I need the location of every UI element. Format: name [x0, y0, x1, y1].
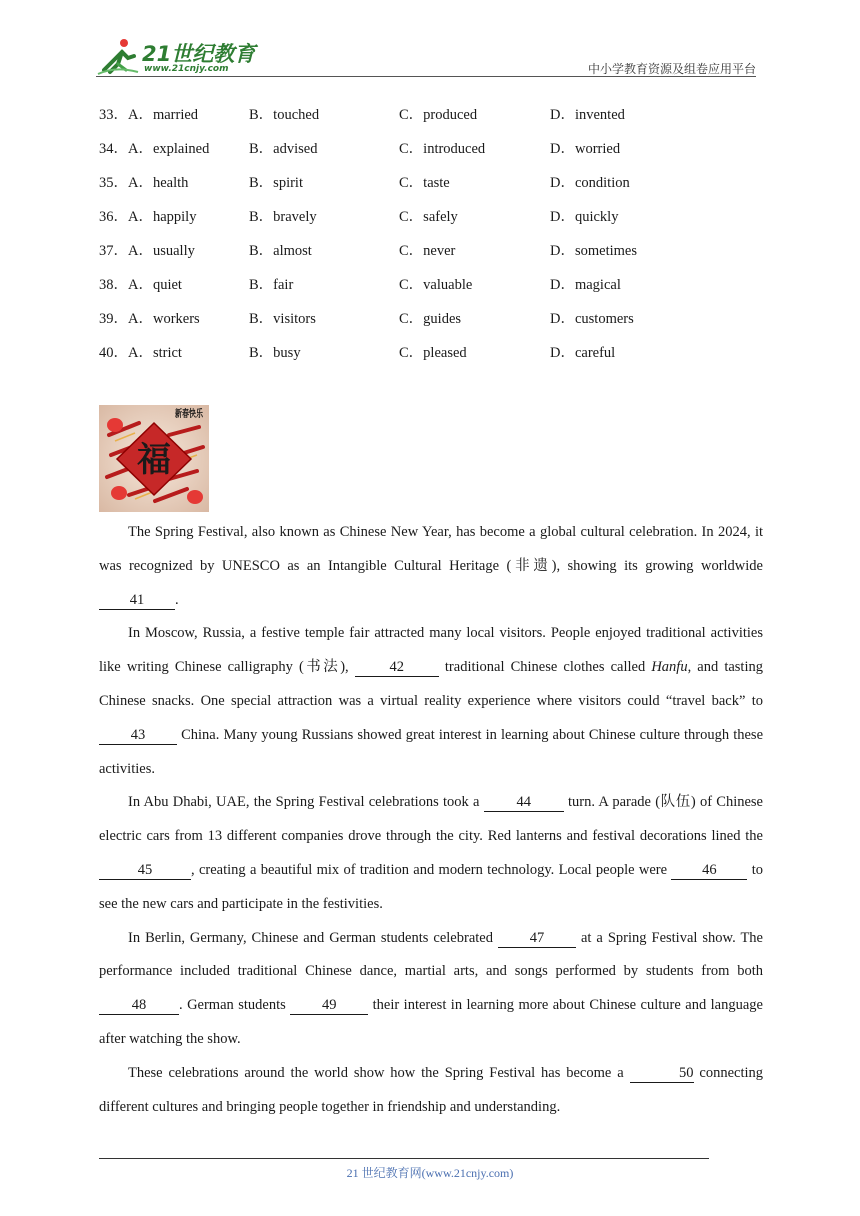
option-row [99, 103, 759, 137]
blank-50[interactable]: 50 [630, 1064, 694, 1083]
blank-45[interactable]: 45 [99, 861, 191, 880]
footer-divider [99, 1158, 709, 1159]
option-b: B．visitors [249, 311, 316, 327]
option-row [99, 307, 759, 341]
option-b: B．almost [249, 243, 312, 259]
option-c: C．introduced [399, 141, 486, 157]
paragraph-3: In Abu Dhabi, UAE, the Spring Festival celebrations took a 44 turn. A parade (队伍) of Chinese electric cars from 13 different companies drove through the city. Red lanterns and festival decorations lined the 45 , creating a beautiful mix of tradition and modern technology. Local people were 46 to see the new cars and participate in the festivities. [99, 794, 763, 912]
option-c: C．guides [399, 311, 462, 327]
option-a: 38．A．quiet [99, 277, 182, 293]
option-row [99, 273, 759, 307]
header-divider [96, 76, 756, 77]
option-a: 35．A．health [99, 175, 189, 191]
option-b: B．spirit [249, 175, 303, 191]
option-c: C．taste [399, 175, 450, 191]
paragraph-5: These celebrations around the world show how the Spring Festival has become a 50 connecting different cultures and bringing people together in friendship and understanding. [99, 1064, 763, 1115]
option-b: B．touched [249, 107, 320, 123]
blank-47[interactable]: 47 [498, 929, 576, 948]
reading-passage [99, 516, 763, 1124]
option-c: C．produced [399, 107, 478, 123]
greeting-text: 新春快乐 [175, 409, 215, 420]
platform-tagline: 中小学教育资源及组卷应用平台 [587, 62, 756, 76]
option-b: B．busy [249, 345, 301, 361]
answer-options [99, 103, 759, 375]
option-b: B．advised [249, 141, 318, 157]
paragraph-2: In Moscow, Russia, a festive temple fair attracted many local visitors. People enjoyed traditional activities like writing Chinese calligraphy (书法), 42 traditional Chinese clothes called Hanfu, and tasting Chinese snacks. One special attraction was a virtual reality experience where visitors could “travel back” to 43 China. Many young Russians showed great interest in learning about Chinese culture through these activities. [99, 625, 763, 777]
option-c: C．never [399, 243, 456, 259]
option-a: 34．A．explained [99, 141, 210, 157]
option-b: B．bravely [249, 209, 317, 225]
blank-46[interactable]: 46 [671, 861, 747, 880]
blank-48[interactable]: 48 [99, 996, 179, 1015]
option-a: 39．A．workers [99, 311, 200, 327]
logo-url: www.21cnjy.com [144, 64, 229, 74]
option-row [99, 171, 759, 205]
option-d: D．invented [550, 107, 625, 123]
option-a: 33．A．married [99, 107, 199, 123]
logo-title: 21世纪教育 [142, 42, 256, 66]
footer-text[interactable]: 21 世纪教育网(www.21cnjy.com) [346, 1166, 514, 1180]
blank-41[interactable]: 41 [99, 591, 175, 610]
option-c: C．safely [399, 209, 458, 225]
option-d: D．customers [550, 311, 634, 327]
blank-43[interactable]: 43 [99, 726, 177, 745]
option-a: 37．A．usually [99, 243, 195, 259]
option-d: D．condition [550, 175, 630, 191]
runner-logo-icon [96, 36, 140, 76]
option-row [99, 205, 759, 239]
fu-character: 福 [137, 440, 171, 480]
option-row [99, 341, 759, 375]
blank-49[interactable]: 49 [290, 996, 368, 1015]
option-row [99, 137, 759, 171]
paragraph-1: The Spring Festival, also known as Chinese New Year, has become a global cultural celebration. In 2024, it was recognized by UNESCO as an Intangible Cultural Heritage (非遗), showing its growing worldwide 41 . [99, 524, 763, 608]
option-a: 36．A．happily [99, 209, 197, 225]
page-header [96, 34, 756, 78]
site-logo[interactable] [96, 34, 266, 78]
blank-42[interactable]: 42 [355, 658, 439, 677]
option-c: C．pleased [399, 345, 467, 361]
option-d: D．sometimes [550, 243, 637, 259]
option-c: C．valuable [399, 277, 473, 293]
option-d: D．worried [550, 141, 621, 157]
option-d: D．careful [550, 345, 616, 361]
option-d: D．magical [550, 277, 621, 293]
spring-festival-picture [99, 405, 215, 512]
option-d: D．quickly [550, 209, 619, 225]
paragraph-4: In Berlin, Germany, Chinese and German students celebrated 47 at a Spring Festival show. The performance included traditional Chinese dance, martial arts, and songs performed by students from both 48 . German students 49 their interest in learning more about Chinese culture and language after watching the show. [99, 929, 763, 1047]
option-a: 40．A．strict [99, 345, 182, 361]
option-b: B．fair [249, 277, 294, 293]
option-row [99, 239, 759, 273]
blank-44[interactable]: 44 [484, 793, 564, 812]
